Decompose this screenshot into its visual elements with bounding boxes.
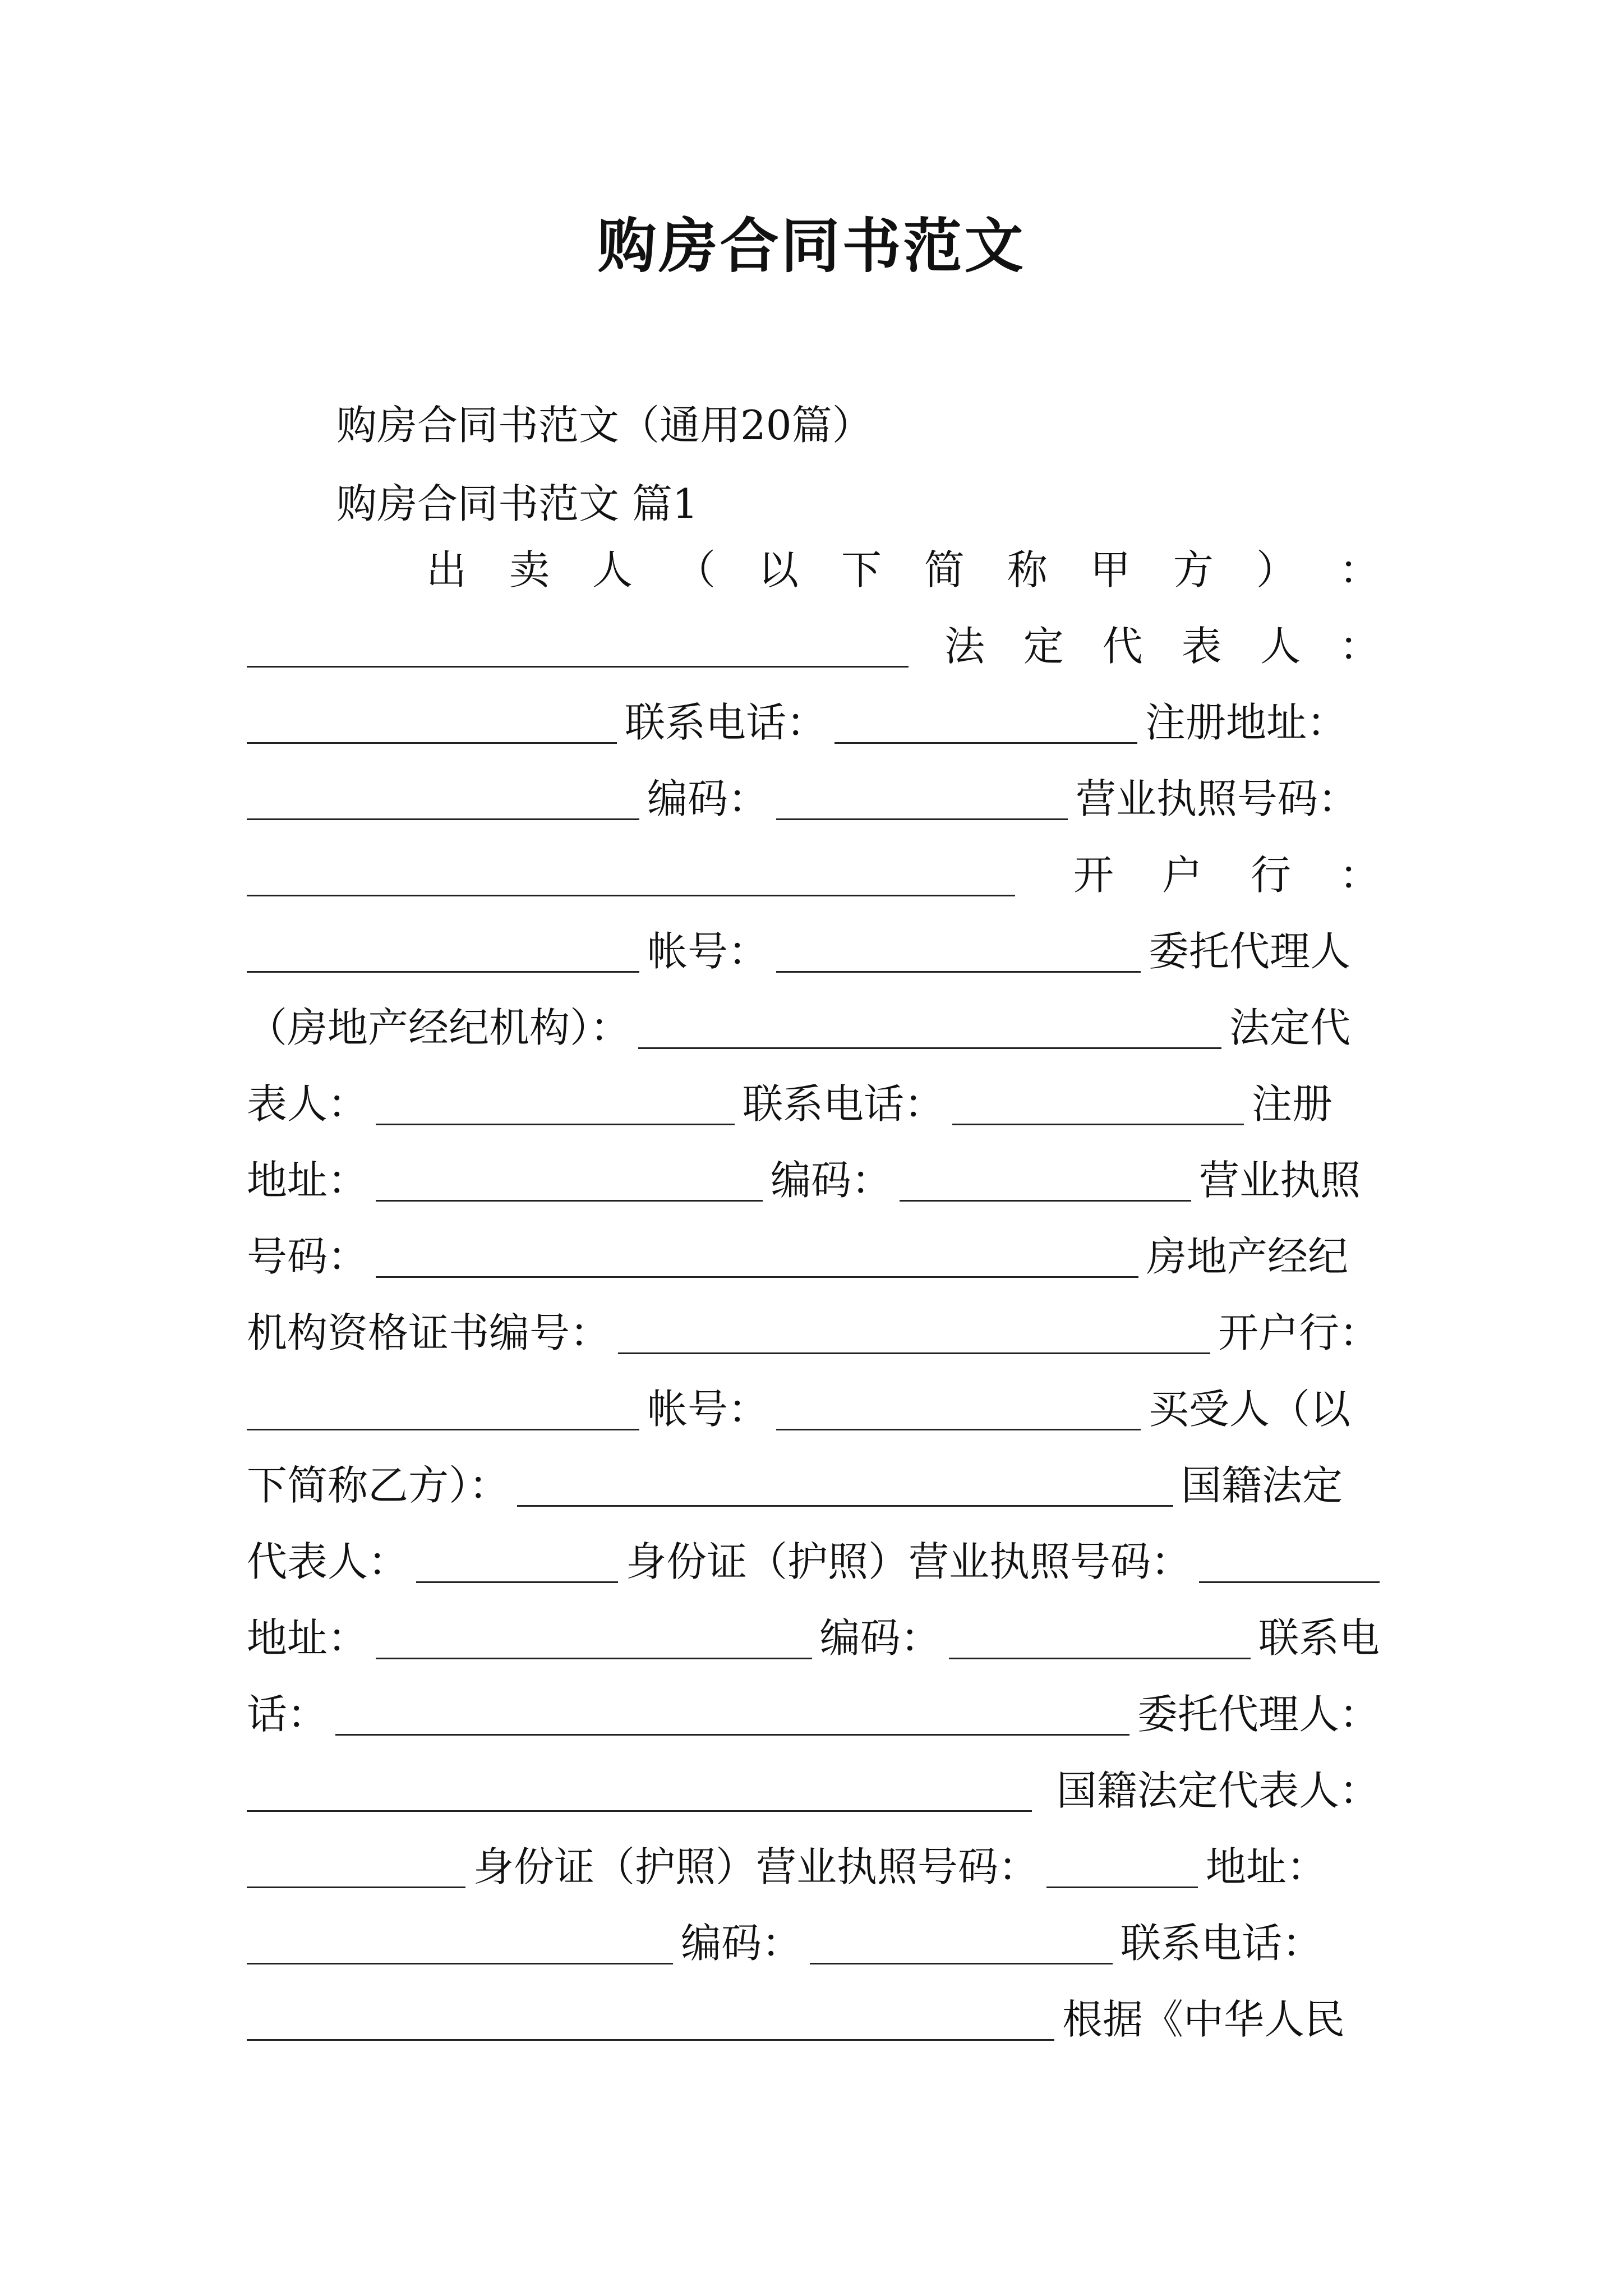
field-label: 地址： [1206,1843,1327,1890]
spread-char: 户 [1161,852,1202,899]
form-line-buyer-phone [247,1682,1380,1738]
fill-blank[interactable] [247,666,909,668]
fill-blank[interactable] [376,1276,1138,1278]
form-line-agency-account [247,1377,1380,1433]
spaced-text-seller [426,546,1380,593]
field-label: 联系电 [1258,1614,1380,1662]
section-heading: 购房合同书范文 篇1 [336,480,698,527]
spread-char: 法 [944,623,985,670]
field-label: 注册 [1252,1080,1333,1128]
field-label: 根据《中华人民 [1062,1996,1345,2043]
fill-blank[interactable] [247,742,617,744]
fill-blank[interactable] [247,1810,1032,1812]
spread-char: （ [675,546,716,593]
form-line-bank [247,843,1380,899]
form-line-buyer-rep [247,1529,1380,1585]
field-label: 房地产经纪 [1146,1233,1349,1280]
form-line-buyer-address [247,1605,1380,1662]
fill-blank[interactable] [949,1658,1251,1659]
form-line-basis [247,1987,1380,2043]
form-line-seller [247,537,1380,593]
spread-char: 人 [1298,1767,1339,1814]
spread-char: ） [1256,546,1297,593]
fill-blank[interactable] [247,895,1015,896]
spread-char: 代 [1218,1767,1258,1814]
spread-char: 行 [1250,852,1291,899]
field-label: 营业执照号码： [1076,775,1359,822]
field-label: 编码： [771,1157,892,1204]
spread-char: 人 [592,546,633,593]
fill-blank[interactable] [335,1734,1129,1736]
form-line-phone-address [247,690,1380,746]
fill-blank[interactable] [952,1124,1244,1125]
spread-char: 甲 [1090,546,1131,593]
form-line-agent-code [247,1911,1380,1967]
spaced-text-bank [1073,852,1380,899]
field-label: 帐号： [647,1386,769,1433]
fill-blank[interactable] [776,971,1141,973]
spread-char: 表 [1258,1767,1299,1814]
form-line-agency-license [247,1224,1380,1280]
spread-char: ： [1339,546,1380,593]
fill-blank[interactable] [247,818,639,820]
spread-char: 简 [924,546,965,593]
spread-char: 下 [841,546,882,593]
field-label: 身份证（护照）营业执照号码： [625,1538,1191,1585]
form-line-buyer [247,1453,1380,1509]
fill-blank[interactable] [1199,1581,1380,1583]
field-label: 联系电话： [743,1080,945,1128]
fill-blank[interactable] [247,971,639,973]
field-label: 代表人： [247,1538,409,1585]
fill-blank[interactable] [416,1581,618,1583]
field-label: 国籍法定 [1181,1462,1343,1509]
spread-char: 开 [1073,852,1114,899]
field-label: 编码： [647,775,769,822]
field-label: 下简称乙方）： [247,1462,510,1509]
spread-char: 表 [1181,623,1222,670]
field-label: （房地产经纪机构）： [247,1004,631,1051]
field-label: 开户行： [1218,1309,1380,1356]
field-label: 委托代理人 [1149,928,1351,975]
fill-blank[interactable] [376,1658,812,1659]
spread-char: 卖 [509,546,550,593]
document-subtitle: 购房合同书范文（通用20篇） [336,402,873,449]
field-label: 买受人（以 [1149,1386,1351,1433]
form-line-agency-rep [247,1071,1380,1128]
fill-blank[interactable] [247,2039,1054,2041]
field-label: 注册地址： [1145,699,1348,746]
spread-char: 出 [426,546,467,593]
spread-char: 定 [1023,623,1064,670]
spread-char: ： [1339,623,1380,670]
form-line-agency [247,995,1380,1051]
form-line-account-agent [247,919,1380,975]
fill-blank[interactable] [517,1505,1173,1507]
fill-blank[interactable] [834,742,1137,744]
form-line-buyer-nationality [247,1758,1380,1814]
fill-blank[interactable] [776,818,1068,820]
fill-blank[interactable] [1046,1887,1198,1888]
field-label: 号码： [247,1233,368,1280]
field-label: 话： [247,1691,328,1738]
spread-char: 代 [1102,623,1143,670]
field-label: 机构资格证书编号： [247,1309,611,1356]
spread-char: ： [1339,1767,1380,1814]
fill-blank[interactable] [376,1124,735,1125]
spread-char: 称 [1007,546,1048,593]
fill-blank[interactable] [638,1047,1221,1049]
field-label: 联系电话： [1121,1920,1323,1967]
fill-blank[interactable] [900,1200,1191,1202]
fill-blank[interactable] [810,1963,1113,1964]
field-label: 编码： [819,1614,941,1662]
spread-char: 法 [1137,1767,1178,1814]
document-title: 购房合同书范文 [597,211,1026,280]
field-label: 法定代 [1229,1004,1351,1051]
field-label: 身份证（护照）营业执照号码： [473,1843,1039,1890]
spread-char: 国 [1056,1767,1097,1814]
fill-blank[interactable] [618,1352,1210,1354]
spread-char: ： [1339,852,1380,899]
field-label: 营业执照 [1199,1157,1361,1204]
form-line-legal-rep [247,614,1380,670]
spread-char: 籍 [1096,1767,1137,1814]
form-line-agency-address [247,1148,1380,1204]
spread-char: 定 [1177,1767,1218,1814]
form-line-code-license [247,766,1380,822]
form-line-agent-id [247,1834,1380,1890]
spread-char: 人 [1260,623,1301,670]
fill-blank[interactable] [247,1429,639,1430]
field-label: 联系电话： [625,699,827,746]
spaced-text-nationality [1056,1767,1380,1814]
field-label: 编码： [681,1920,803,1967]
fill-blank[interactable] [247,1963,673,1964]
fill-blank[interactable] [247,1887,465,1888]
field-label: 帐号： [647,928,769,975]
spread-char: 方 [1173,546,1214,593]
spread-char: 以 [758,546,799,593]
form-line-agency-cert [247,1300,1380,1356]
field-label: 地址： [247,1614,368,1662]
spaced-text-legal-rep [944,623,1380,670]
fill-blank[interactable] [376,1200,763,1202]
field-label: 表人： [247,1080,368,1128]
field-label: 委托代理人： [1137,1691,1380,1738]
field-label: 地址： [247,1157,368,1204]
fill-blank[interactable] [776,1429,1141,1430]
